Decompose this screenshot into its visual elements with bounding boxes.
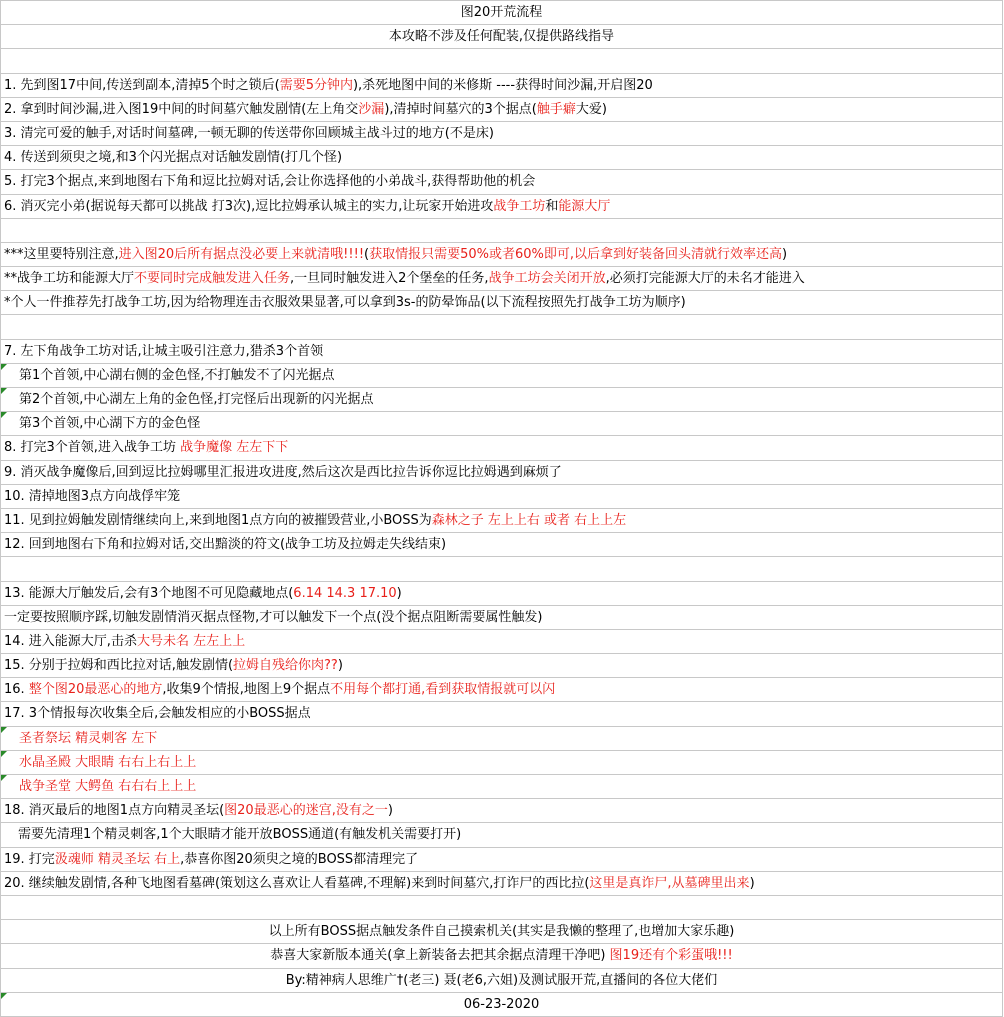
cell-text: 以上所有BOSS据点触发条件自己摸索机关(其实是我懒的整理了,也增加大家乐趣) — [268, 924, 735, 940]
cell-text: ( — [364, 246, 370, 262]
cell-comment-marker-icon — [1, 775, 7, 781]
table-row[interactable] — [1, 848, 1003, 872]
cell-text: ) — [387, 803, 393, 819]
cell-text: ) — [396, 585, 402, 601]
cell-text: 18. 消灭最后的地图1点方向精灵圣坛( — [4, 803, 225, 819]
cell-text: 6. 消灭完小弟(据说每天都可以挑战 打3次),逗比拉姆承认城主的实力,让玩家开始进攻 — [4, 198, 494, 214]
highlight-text: 拉姆自残给你肉?? — [233, 658, 338, 674]
table-row[interactable] — [1, 122, 1003, 146]
table-row[interactable] — [1, 751, 1003, 775]
table-row[interactable] — [1, 291, 1003, 315]
table-row[interactable] — [1, 678, 1003, 702]
cell-text: ,必须打完能源大厅的未名才能进入 — [605, 271, 805, 287]
table-row[interactable] — [1, 388, 1003, 412]
highlight-text: 进入图20后所有据点没必要上来就清哦!!!! — [118, 246, 365, 262]
empty-row[interactable] — [1, 315, 1003, 339]
cell-text: 大爱) — [575, 101, 607, 117]
cell-text: 一定要按照顺序踩,切触发剧情消灭据点怪物,才可以触发下一个点(没个据点阻断需要属性触发) — [4, 609, 543, 625]
highlight-text: 水晶圣殿 大眼睛 右右上右上上 — [19, 754, 197, 770]
highlight-text: 战争圣堂 大鳄鱼 右右右上上上 — [19, 779, 197, 794]
highlight-text: 图19还有个彩蛋哦!!! — [609, 948, 733, 964]
cell-comment-marker-icon — [1, 751, 7, 757]
highlight-text: 战争工坊会关闭开放 — [488, 271, 606, 287]
cell-text: 8. 打完3个首领,进入战争工坊 — [4, 440, 181, 456]
cell-text: 20. 继续触发剧情,各种飞地图看墓碑(策划这么喜欢让人看墓碑,不理解)来到时间墓穴,打诈尸的西比拉( — [4, 875, 590, 891]
highlight-text: 战争魔像 左左下下 — [180, 440, 289, 456]
highlight-text: 汲魂师 精灵圣坛 右上 — [54, 851, 181, 867]
highlight-text: 触手癖 — [536, 101, 576, 117]
empty-row[interactable] — [1, 219, 1003, 243]
table-row[interactable] — [1, 461, 1003, 485]
cell-text: ) — [749, 875, 755, 891]
cell-text: 15. 分别于拉姆和西比拉对话,触发剧情( — [4, 658, 234, 674]
cell-text: 第1个首领,中心湖右侧的金色怪,不打触发不了闪光据点 — [19, 367, 335, 383]
table-row[interactable] — [1, 436, 1003, 460]
highlight-text: 能源大厅 — [558, 198, 611, 214]
cell-comment-marker-icon — [1, 412, 7, 418]
highlight-text: 圣者祭坛 精灵刺客 左下 — [19, 730, 158, 746]
cell-text: By:精神病人思维广†(老三) 聂(老6,六姐)及测试服开荒,直播间的各位大佬们 — [285, 972, 718, 988]
table-row[interactable] — [1, 509, 1003, 533]
empty-row[interactable] — [1, 49, 1003, 73]
highlight-text: 6.14 14.3 17.10 — [293, 585, 397, 601]
table-row[interactable] — [1, 267, 1003, 291]
highlight-text: 图20最恶心的迷宫,没有之一 — [224, 803, 388, 819]
table-row[interactable] — [1, 243, 1003, 267]
table-row[interactable] — [1, 944, 1003, 968]
cell-text: 需要先清理1个精灵刺客,1个大眼睛才能开放BOSS通道(有触发机关需要打开) — [18, 827, 462, 843]
highlight-text: 需要5分钟内 — [279, 77, 353, 93]
table-row[interactable] — [1, 872, 1003, 896]
cell-text: 06-23-2020 — [463, 996, 540, 1012]
table-row[interactable] — [1, 606, 1003, 630]
table-row[interactable] — [1, 654, 1003, 678]
cell-text: 本攻略不涉及任何配装,仅提供路线指导 — [388, 29, 615, 45]
table-row[interactable] — [1, 170, 1003, 194]
cell-text: 19. 打完 — [4, 851, 55, 867]
cell-text: 13. 能源大厅触发后,会有3个地图不可见隐藏地点( — [4, 585, 294, 601]
table-row[interactable] — [1, 98, 1003, 122]
cell-text: *个人一件推荐先打战争工坊,因为给物理连击衣服效果显著,可以拿到3s-的防晕饰品(以下流程按照先打战争工坊为顺序) — [4, 295, 686, 311]
table-row[interactable] — [1, 485, 1003, 509]
empty-row[interactable] — [1, 896, 1003, 920]
highlight-text: 整个图20最恶心的地方 — [28, 682, 163, 698]
cell-text: 14. 进入能源大厅,击杀 — [4, 633, 137, 649]
cell-text: ***这里要特别注意, — [4, 246, 119, 262]
table-row[interactable] — [1, 727, 1003, 751]
cell-text: 11. 见到拉姆触发剧情继续向上,来到地图1点方向的被摧毁营业,小BOSS为 — [4, 512, 432, 528]
cell-text: 10. 清掉地图3点方向战俘牢笼 — [4, 488, 181, 504]
highlight-text: 大号未名 左左上上 — [136, 633, 246, 649]
table-row[interactable] — [1, 412, 1003, 436]
cell-comment-marker-icon — [1, 388, 7, 394]
table-row[interactable] — [1, 195, 1003, 219]
table-row[interactable] — [1, 799, 1003, 823]
table-row[interactable] — [1, 146, 1003, 170]
highlight-text: 不要同时完成触发进入任务 — [134, 271, 291, 287]
cell-comment-marker-icon — [1, 727, 7, 733]
table-row[interactable] — [1, 533, 1003, 557]
cell-text: 16. — [4, 682, 29, 698]
cell-text: 7. 左下角战争工坊对话,让城主吸引注意力,猎杀3个首领 — [4, 343, 324, 359]
cell-text: 第3个首领,中心湖下方的金色怪 — [19, 416, 201, 432]
cell-text: **战争工坊和能源大厅 — [4, 271, 135, 287]
table-row[interactable] — [1, 823, 1003, 847]
cell-text: ),清掉时间墓穴的3个据点( — [384, 101, 537, 117]
cell-text: ,收集9个情报,地图上9个据点 — [162, 682, 331, 698]
table-row[interactable] — [1, 74, 1003, 98]
highlight-text: 不用每个都打通,看到获取情报就可以闪 — [330, 682, 556, 698]
table-row[interactable] — [1, 340, 1003, 364]
highlight-text: 战争工坊 — [493, 198, 546, 214]
table-row[interactable] — [1, 969, 1003, 993]
cell-text: 3. 清完可爱的触手,对话时间墓碑,一顿无聊的传送带你回顾城主战斗过的地方(不是床) — [4, 125, 494, 141]
cell-text: ,一旦同时触发进入2个堡垒的任务, — [290, 271, 489, 287]
empty-row[interactable] — [1, 557, 1003, 581]
table-row[interactable] — [1, 582, 1003, 606]
cell-text: 第2个首领,中心湖左上角的金色怪,打完怪后出现新的闪光据点 — [19, 392, 374, 407]
cell-comment-marker-icon — [1, 364, 7, 370]
table-row[interactable] — [1, 25, 1003, 49]
table-row[interactable] — [1, 1, 1003, 25]
cell-text: 图20开荒流程 — [460, 5, 543, 20]
cell-text: 和 — [545, 198, 559, 214]
cell-text: ),杀死地图中间的米修斯 ----获得时间沙漏,开启图20 — [352, 77, 653, 93]
highlight-text: 获取情报只需要50%或者60%即可,以后拿到好装备回头清就行效率还高 — [369, 246, 783, 262]
cell-text: 2. 拿到时间沙漏,进入图19中间的时间墓穴触发剧情(左上角交 — [4, 101, 359, 117]
table-row[interactable] — [1, 775, 1003, 799]
cell-text: 4. 传送到须臾之境,和3个闪光据点对话触发剧情(打几个怪) — [4, 150, 343, 166]
cell-text: 恭喜大家新版本通关(拿上新装备去把其余据点清理干净吧) — [270, 948, 610, 964]
highlight-text: 这里是真诈尸,从墓碑里出来 — [589, 875, 750, 891]
table-row[interactable] — [1, 702, 1003, 726]
table-row[interactable] — [1, 630, 1003, 654]
cell-text: 5. 打完3个据点,来到地图右下角和逗比拉姆对话,会让你选择他的小弟战斗,获得帮助他的机会 — [4, 174, 536, 190]
cell-text: ) — [337, 658, 343, 674]
cell-text: 1. 先到图17中间,传送到副本,清掉5个时之锁后( — [4, 77, 280, 93]
highlight-text: 森林之子 左上上右 或者 右上上左 — [431, 512, 627, 528]
cell-text: ,恭喜你图20须臾之境的BOSS都清理完了 — [180, 851, 419, 867]
cell-text: ) — [782, 246, 788, 262]
cell-text: 17. 3个情报每次收集全后,会触发相应的小BOSS据点 — [4, 706, 311, 722]
cell-text: 9. 消灭战争魔像后,回到逗比拉姆哪里汇报进攻进度,然后这次是西比拉告诉你逗比拉姆遇到麻烦了 — [4, 464, 562, 480]
highlight-text: 沙漏 — [358, 101, 385, 117]
cell-text: 12. 回到地图右下角和拉姆对话,交出黯淡的符文(战争工坊及拉姆走失线结束) — [4, 537, 447, 553]
table-row[interactable] — [1, 993, 1003, 1017]
cell-comment-marker-icon — [1, 993, 7, 999]
table-row[interactable] — [1, 920, 1003, 944]
table-row[interactable] — [1, 364, 1003, 388]
